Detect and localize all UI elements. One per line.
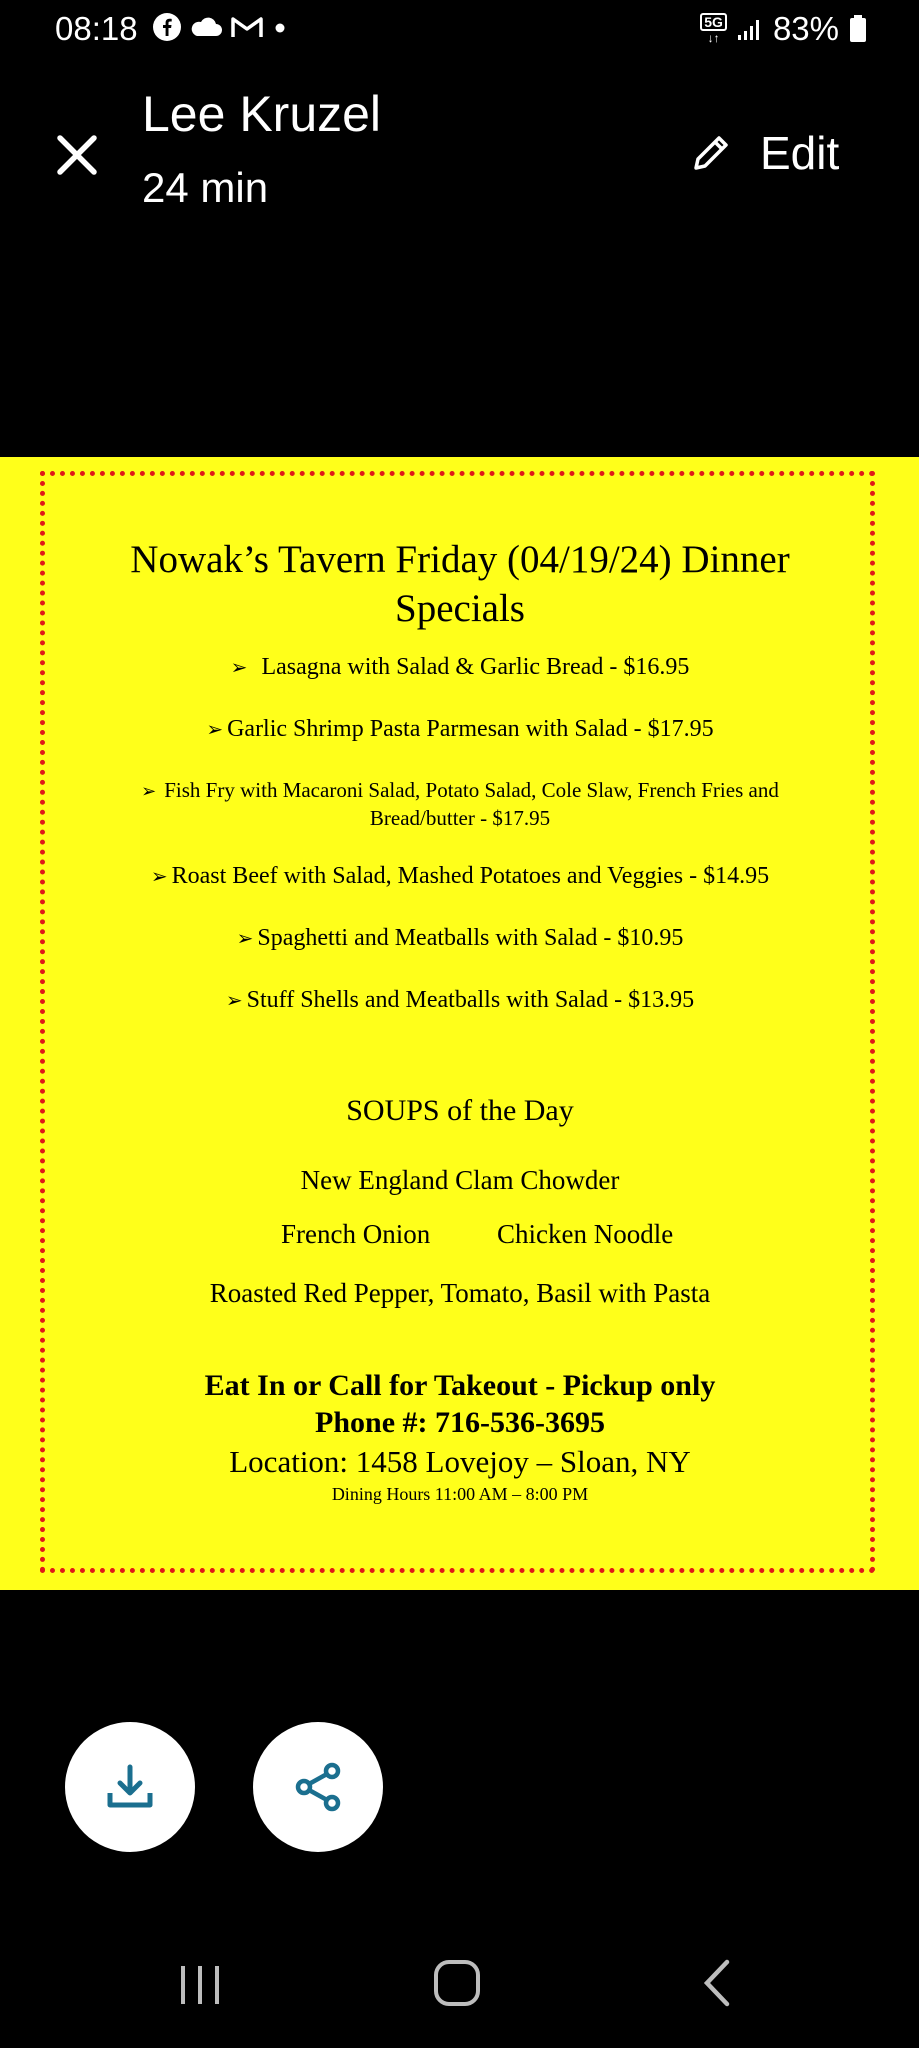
close-button[interactable] bbox=[52, 130, 102, 180]
item-text: Fish Fry with Macaroni Salad, Potato Salad, Cole Slaw, French Fries and bbox=[164, 778, 779, 802]
title-line-2: Specials bbox=[395, 587, 525, 630]
hours-line: Dining Hours 11:00 AM – 8:00 PM bbox=[331, 1484, 589, 1504]
status-right bbox=[700, 10, 867, 48]
item-text: Stuff Shells and Meatballs with Salad - $13.95 bbox=[246, 987, 695, 1013]
item-text: Garlic Shrimp Pasta Parmesan with Salad - $17.95 bbox=[227, 716, 714, 742]
phone-line: Phone #: 716-536-3695 bbox=[315, 1406, 605, 1439]
cloud-icon bbox=[188, 12, 224, 42]
bullet-icon: ➢ bbox=[225, 988, 243, 1012]
bullet-icon: ➢ bbox=[206, 717, 224, 741]
facebook-icon bbox=[152, 12, 182, 42]
list-item bbox=[60, 654, 860, 681]
pencil-icon bbox=[690, 132, 732, 174]
edit-label: Edit bbox=[760, 127, 840, 179]
soups-heading: SOUPS of the Day bbox=[346, 1094, 574, 1127]
status-time: 08:18 bbox=[55, 10, 138, 47]
notification-icons bbox=[152, 12, 290, 42]
download-button[interactable] bbox=[65, 1722, 195, 1852]
network-5g-icon: 5G ↓↑ bbox=[700, 13, 727, 45]
dot-icon bbox=[270, 12, 290, 42]
item-text: Spaghetti and Meatballs with Salad - $10.95 bbox=[257, 925, 684, 951]
item-text-continued: Bread/butter - $17.95 bbox=[369, 806, 551, 830]
battery-percent: 83% bbox=[772, 10, 839, 47]
soup-item: New England Clam Chowder bbox=[300, 1165, 620, 1195]
item-text: Roast Beef with Salad, Mashed Potatoes and Veggies - $14.95 bbox=[171, 863, 770, 889]
bullet-icon: ➢ bbox=[236, 926, 254, 950]
signal-icon bbox=[737, 17, 763, 41]
back-icon bbox=[695, 1956, 745, 2010]
item-text: Lasagna with Salad & Garlic Bread - $16.95 bbox=[261, 654, 690, 680]
network-label: 5G bbox=[700, 13, 727, 31]
soup-item: French Onion bbox=[281, 1219, 431, 1249]
home-icon bbox=[430, 1956, 484, 2010]
soup-item: Chicken Noodle bbox=[497, 1219, 674, 1249]
gmail-icon bbox=[230, 12, 264, 42]
list-item bbox=[60, 987, 860, 1014]
title-line-1: Nowak’s Tavern Friday (04/19/24) Dinner bbox=[130, 538, 790, 581]
bullet-icon: ➢ bbox=[150, 864, 168, 888]
menu-image bbox=[0, 457, 919, 1590]
bullet-icon: ➢ bbox=[141, 781, 157, 802]
share-icon bbox=[290, 1759, 346, 1815]
recent-apps-icon bbox=[175, 1958, 225, 2008]
list-item bbox=[60, 777, 860, 831]
navigation-bar bbox=[0, 1950, 919, 2020]
time-ago: 24 min bbox=[142, 164, 269, 211]
bullet-icon: ➢ bbox=[230, 655, 248, 679]
takeout-line: Eat In or Call for Takeout - Pickup only bbox=[204, 1369, 716, 1402]
status-bar bbox=[0, 0, 919, 62]
message-header bbox=[0, 70, 919, 230]
recent-apps-button[interactable] bbox=[175, 1958, 225, 2008]
back-button[interactable] bbox=[695, 1956, 745, 2010]
poster-title bbox=[60, 535, 860, 633]
download-icon bbox=[102, 1759, 158, 1815]
share-button[interactable] bbox=[253, 1722, 383, 1852]
sender-name: Lee Kruzel bbox=[142, 86, 382, 142]
battery-icon bbox=[849, 15, 867, 43]
list-item bbox=[60, 863, 860, 890]
home-button[interactable] bbox=[430, 1956, 484, 2010]
close-icon bbox=[52, 130, 102, 180]
list-item bbox=[60, 716, 860, 743]
edit-button[interactable] bbox=[690, 126, 839, 180]
list-item bbox=[60, 925, 860, 952]
soup-item: Roasted Red Pepper, Tomato, Basil with Pasta bbox=[209, 1278, 711, 1308]
location-line: Location: 1458 Lovejoy – Sloan, NY bbox=[229, 1444, 691, 1479]
